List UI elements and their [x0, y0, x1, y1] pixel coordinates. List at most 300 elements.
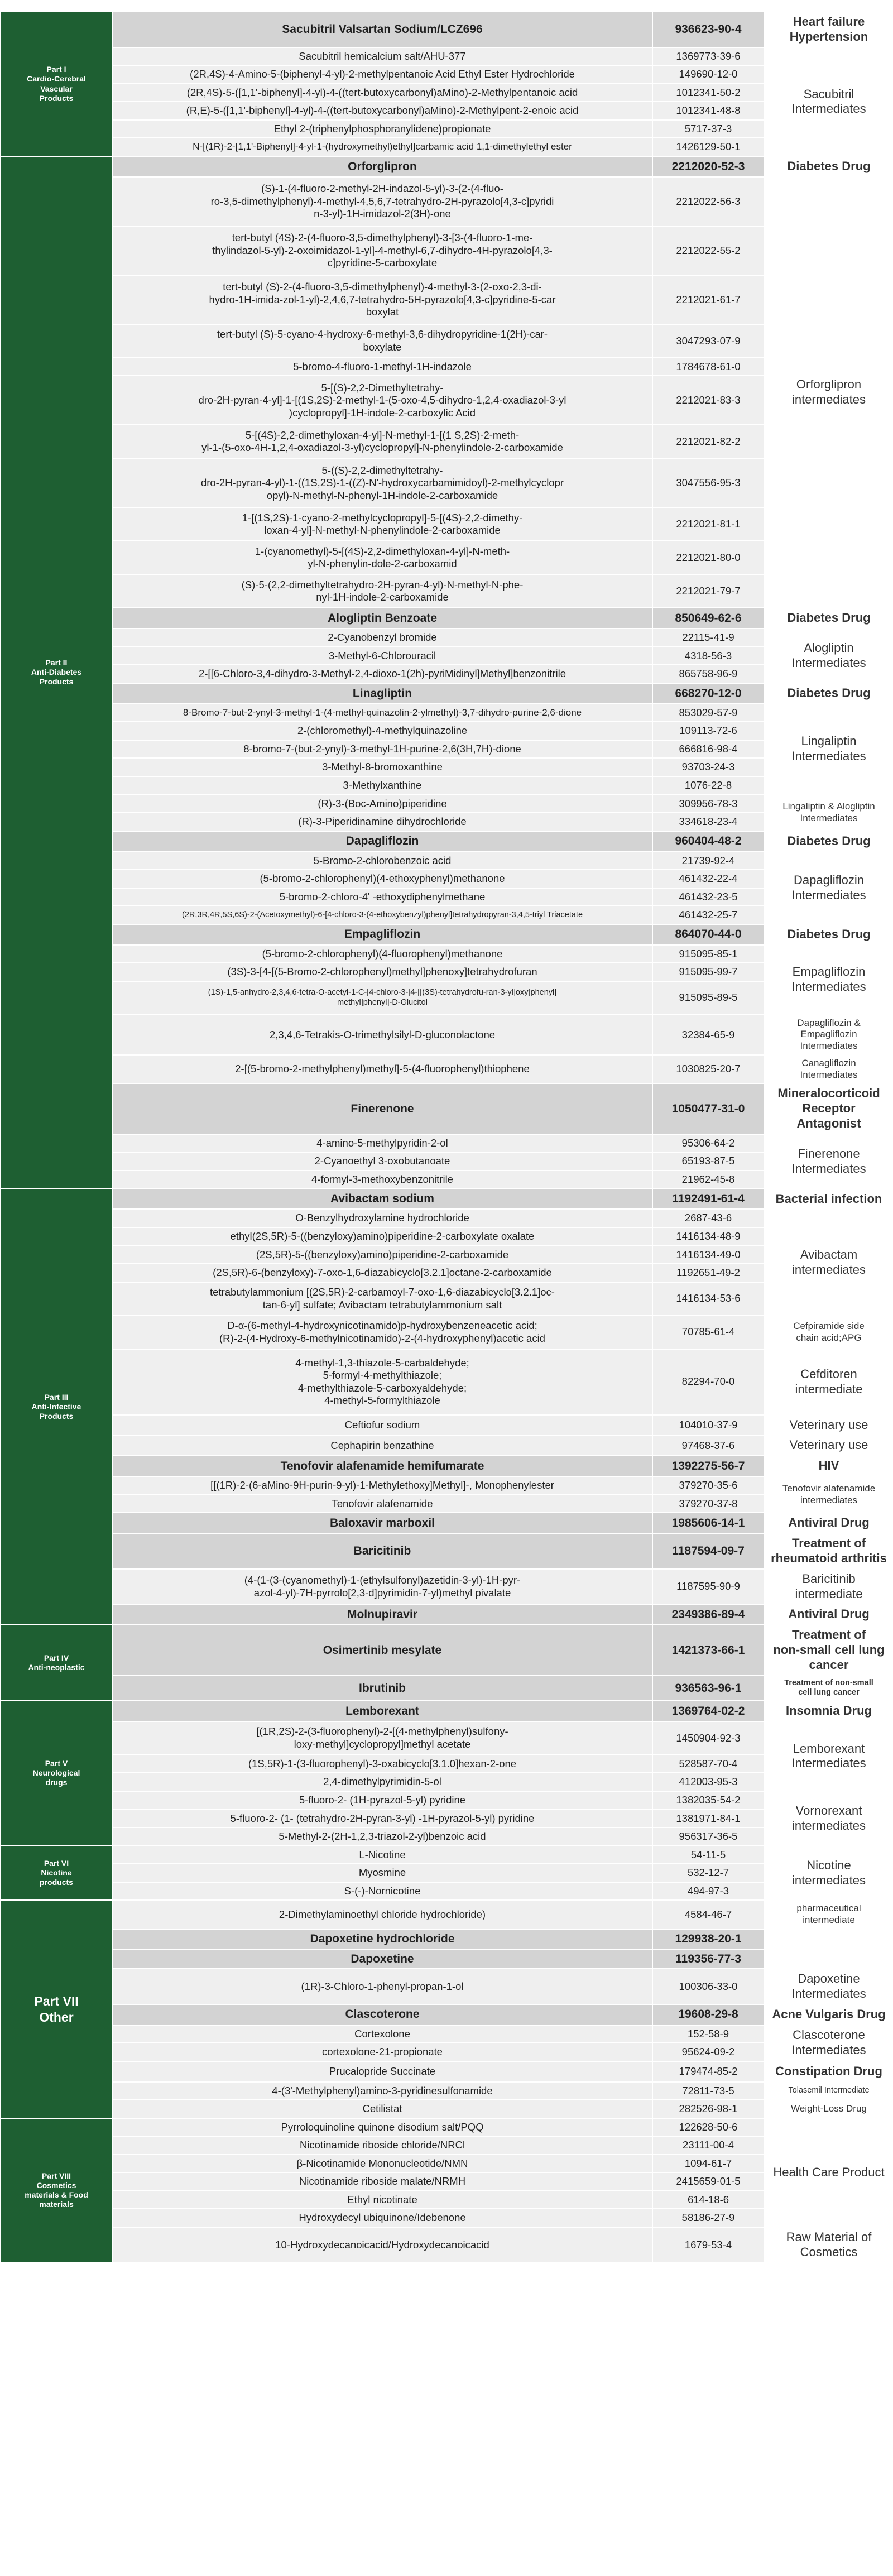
- cas-number: 309956-78-3: [652, 795, 764, 813]
- table-row: [1, 12, 893, 47]
- cas-number: 1094-61-7: [652, 2155, 764, 2173]
- compound-name: (1S)-1,5-anhydro-2,3,4,6-tetra-O-acetyl-1-C-[4-chloro-3-[4-[[(3S)-tetrahydrofu-ran-3-yl]oxy]phenyl] methyl]phenyl]-D-Glucitol: [112, 981, 652, 1015]
- category-label: Tolasemil Intermediate: [764, 2082, 893, 2100]
- compound-name: N-[(1R)-2-[1,1'-Biphenyl]-4-yl-1-(hydroxymethyl)ethyl]carbamic acid 1,1-dimethylethyl ester: [112, 138, 652, 156]
- table-row: [1, 647, 893, 665]
- category-label: Vornorexant intermediates: [764, 1791, 893, 1846]
- cas-number: 129938-20-1: [652, 1929, 764, 1949]
- table-row: [1, 156, 893, 177]
- category-label: Treatment of non-small cell lung cancer: [764, 1625, 893, 1675]
- table-row: [1, 1171, 893, 1189]
- table-row: [1, 1864, 893, 1882]
- table-row: [1, 1264, 893, 1282]
- compound-name: Cortexolone: [112, 2025, 652, 2043]
- cas-number: 4318-56-3: [652, 647, 764, 665]
- category-label: Diabetes Drug: [764, 683, 893, 704]
- cas-number: 109113-72-6: [652, 722, 764, 740]
- category-label: HIV: [764, 1456, 893, 1476]
- table-row: [1, 1134, 893, 1153]
- cas-number: 1030825-20-7: [652, 1055, 764, 1083]
- compound-name: Hydroxydecyl ubiquinone/Idebenone: [112, 2209, 652, 2227]
- category-label: Treatment of rheumatoid arthritis: [764, 1533, 893, 1569]
- compound-name: 2-Cyanobenzyl bromide: [112, 629, 652, 647]
- table-row: [1, 665, 893, 683]
- compound-name: 3-Methyl-8-bromoxanthine: [112, 758, 652, 776]
- table-row: [1, 1456, 893, 1476]
- section-label: [1, 12, 112, 156]
- product-name: Finerenone: [112, 1083, 652, 1134]
- product-name: Dapoxetine hydrochloride: [112, 1929, 652, 1949]
- section-label: [1, 1701, 112, 1846]
- cas-number: 1012341-48-8: [652, 102, 764, 120]
- compound-name: (S)-1-(4-fluoro-2-methyl-2H-indazol-5-yl)-3-(2-(4-fluo- ro-3,5-dimethylphenyl)-4-methyl-4,5,6,7-tetrahydro-2H-pyrazolo[4,3-c]pyridi n-3-yl)-1H-imidazol-2(3H)-one: [112, 177, 652, 226]
- category-label: Antiviral Drug: [764, 1513, 893, 1533]
- table-row: [1, 1676, 893, 1701]
- cas-number: 23111-00-4: [652, 2136, 764, 2155]
- table-row: [1, 1701, 893, 1721]
- compound-name: tetrabutylammonium [(2S,5R)-2-carbamoyl-7-oxo-1,6-diazabicyclo[3.2.1]oc- tan-6-yl] sulfate; Avibactam tetrabutylammonium salt: [112, 1282, 652, 1316]
- compound-name: (5-bromo-2-chlorophenyl)(4-fluorophenyl)methanone: [112, 945, 652, 963]
- section-label-text: Part VIII Cosmetics materials & Food materials: [25, 2171, 88, 2209]
- table-row: [1, 704, 893, 722]
- category-label: Diabetes Drug: [764, 924, 893, 945]
- category-label: Orforglipron intermediates: [764, 177, 893, 608]
- compound-name: Ethyl nicotinate: [112, 2191, 652, 2209]
- compound-name: (2S,5R)-6-(benzyloxy)-7-oxo-1,6-diazabicyclo[3.2.1]octane-2-carboxamide: [112, 1264, 652, 1282]
- product-name: Baricitinib: [112, 1533, 652, 1569]
- cas-number: 152-58-9: [652, 2025, 764, 2043]
- cas-number: 54-11-5: [652, 1846, 764, 1864]
- table-row: [1, 1533, 893, 1569]
- category-label: Dapagliflozin Intermediates: [764, 852, 893, 924]
- section-label: [1, 1846, 112, 1901]
- cas-number: 2212021-61-7: [652, 275, 764, 324]
- category-label: Diabetes Drug: [764, 831, 893, 852]
- table-row: [1, 1569, 893, 1605]
- compound-name: 5-bromo-4-fluoro-1-methyl-1H-indazole: [112, 358, 652, 376]
- category-label: Lingaliptin Intermediates: [764, 704, 893, 795]
- table-row: [1, 758, 893, 776]
- cas-number: 65193-87-5: [652, 1152, 764, 1171]
- category-label: Diabetes Drug: [764, 608, 893, 629]
- compound-name: Tenofovir alafenamide: [112, 1495, 652, 1513]
- table-row: [1, 1083, 893, 1134]
- table-row: [1, 1227, 893, 1246]
- compound-name: 4-methyl-1,3-thiazole-5-carbaldehyde; 5-formyl-4-methylthiazole; 4-methylthiazole-5-carboxyaldehyde; 4-methyl-5-formylthiazole: [112, 1349, 652, 1415]
- cas-number: 1050477-31-0: [652, 1083, 764, 1134]
- cas-number: 936563-96-1: [652, 1676, 764, 1701]
- category-label: Constipation Drug: [764, 2061, 893, 2082]
- cas-number: 494-97-3: [652, 1882, 764, 1901]
- compound-name: [[(1R)-2-(6-aMino-9H-purin-9-yl)-1-Methylethoxy]Methyl]-, Monophenylester: [112, 1476, 652, 1495]
- cas-number: 58186-27-9: [652, 2209, 764, 2227]
- table-row: [1, 888, 893, 906]
- section-label: [1, 1189, 112, 1625]
- cas-number: 4584-46-7: [652, 1900, 764, 1929]
- category-label: Cefditoren intermediate: [764, 1349, 893, 1415]
- cas-number: 1369773-39-6: [652, 47, 764, 66]
- compound-name: Pyrroloquinoline quinone disodium salt/PQQ: [112, 2118, 652, 2137]
- cas-number: 22115-41-9: [652, 629, 764, 647]
- table-row: [1, 1846, 893, 1864]
- cas-number: 850649-62-6: [652, 608, 764, 629]
- compound-name: Cephapirin benzathine: [112, 1435, 652, 1456]
- table-row: [1, 1929, 893, 1949]
- compound-name: Sacubitril hemicalcium salt/AHU-377: [112, 47, 652, 66]
- cas-number: 956317-36-5: [652, 1827, 764, 1846]
- compound-name: 4-amino-5-methylpyridin-2-ol: [112, 1134, 652, 1153]
- compound-name: (3S)-3-[4-[(5-Bromo-2-chlorophenyl)methyl]phenoxy]tetrahydrofuran: [112, 963, 652, 981]
- cas-number: 1416134-48-9: [652, 1227, 764, 1246]
- category-label: Health Care Product: [764, 2118, 893, 2227]
- section-label: [1, 1900, 112, 2118]
- section-label: [1, 2118, 112, 2263]
- table-row: [1, 2136, 893, 2155]
- cas-number: 82294-70-0: [652, 1349, 764, 1415]
- table-row: [1, 906, 893, 924]
- cas-number: 528587-70-4: [652, 1755, 764, 1773]
- category-label: Avibactam intermediates: [764, 1209, 893, 1315]
- cas-number: 100306-33-0: [652, 1969, 764, 2004]
- product-name: Orforglipron: [112, 156, 652, 177]
- compound-name: 8-Bromo-7-but-2-ynyl-3-methyl-1-(4-methyl-quinazolin-2-ylmethyl)-3,7-dihydro-purine-2,6-dione: [112, 704, 652, 722]
- compound-name: Ceftiofur sodium: [112, 1415, 652, 1436]
- table-row: [1, 1969, 893, 2004]
- category-label: Treatment of non-small cell lung cancer: [764, 1676, 893, 1701]
- table-row: [1, 776, 893, 795]
- compound-name: (S)-5-(2,2-dimethyltetrahydro-2H-pyran-4-yl)-N-methyl-N-phe- nyl-1H-indole-2-carboxamide: [112, 574, 652, 608]
- compound-name: 8-bromo-7-(but-2-ynyl)-3-methyl-1H-purine-2,6(3H,7H)-dione: [112, 740, 652, 759]
- table-row: [1, 120, 893, 138]
- cas-number: 1426129-50-1: [652, 138, 764, 156]
- table-row: [1, 608, 893, 629]
- compound-name: 5-fluoro-2- (1- (tetrahydro-2H-pyran-3-yl) -1H-pyrazol-5-yl) pyridine: [112, 1810, 652, 1828]
- product-name: Osimertinib mesylate: [112, 1625, 652, 1675]
- table-row: [1, 376, 893, 425]
- compound-name: (2S,5R)-5-((benzyloxy)amino)piperidine-2-carboxamide: [112, 1246, 652, 1264]
- cas-number: 668270-12-0: [652, 683, 764, 704]
- section-label-text: Part IV Anti-neoplastic: [28, 1653, 85, 1672]
- cas-number: 2212021-81-1: [652, 507, 764, 541]
- cas-number: 5717-37-3: [652, 120, 764, 138]
- cas-number: 19608-29-8: [652, 2004, 764, 2025]
- compound-name: 2-[[6-Chloro-3,4-dihydro-3-Methyl-2,4-dioxo-1(2h)-pyriMidinyl]Methyl]benzonitrile: [112, 665, 652, 683]
- cas-number: 1985606-14-1: [652, 1513, 764, 1533]
- table-row: [1, 2043, 893, 2061]
- table-row: [1, 507, 893, 541]
- cas-number: 461432-25-7: [652, 906, 764, 924]
- table-row: [1, 683, 893, 704]
- table-row: [1, 924, 893, 945]
- category-label: Dapoxetine Intermediates: [764, 1969, 893, 2004]
- section-label-text: Part I Cardio-Cerebral Vascular Products: [27, 65, 86, 103]
- table-row: [1, 2172, 893, 2191]
- cas-number: 3047293-07-9: [652, 324, 764, 358]
- table-row: [1, 629, 893, 647]
- cas-number: 1382035-54-2: [652, 1791, 764, 1810]
- category-label: Baricitinib intermediate: [764, 1569, 893, 1605]
- section-label: [1, 1625, 112, 1701]
- product-name: Linagliptin: [112, 683, 652, 704]
- table-row: [1, 226, 893, 275]
- cas-number: 1421373-66-1: [652, 1625, 764, 1675]
- compound-name: 4-formyl-3-methoxybenzonitrile: [112, 1171, 652, 1189]
- compound-name: 2-(chloromethyl)-4-methylquinazoline: [112, 722, 652, 740]
- category-label: Clascoterone Intermediates: [764, 2025, 893, 2061]
- product-table-body: [1, 12, 893, 2263]
- category-label: Acne Vulgaris Drug: [764, 2004, 893, 2025]
- cas-number: 461432-23-5: [652, 888, 764, 906]
- cas-number: 282526-98-1: [652, 2100, 764, 2118]
- cas-number: 614-18-6: [652, 2191, 764, 2209]
- compound-name: cortexolone-21-propionate: [112, 2043, 652, 2061]
- compound-name: 5-bromo-2-chloro-4' -ethoxydiphenylmethane: [112, 888, 652, 906]
- table-row: [1, 1755, 893, 1773]
- table-row: [1, 1900, 893, 1929]
- table-row: [1, 1415, 893, 1436]
- compound-name: Cetilistat: [112, 2100, 652, 2118]
- compound-name: 5-Methyl-2-(2H-1,2,3-triazol-2-yl)benzoic acid: [112, 1827, 652, 1846]
- table-row: [1, 358, 893, 376]
- table-row: [1, 1246, 893, 1264]
- table-row: [1, 740, 893, 759]
- section-label-text: Part VII Other: [34, 1993, 79, 2025]
- product-name: Tenofovir alafenamide hemifumarate: [112, 1456, 652, 1476]
- cas-number: 1192651-49-2: [652, 1264, 764, 1282]
- category-label: Alogliptin Intermediates: [764, 629, 893, 683]
- cas-number: 3047556-95-3: [652, 458, 764, 507]
- cas-number: 915095-99-7: [652, 963, 764, 981]
- cas-number: 1012341-50-2: [652, 84, 764, 102]
- cas-number: 666816-98-4: [652, 740, 764, 759]
- table-row: [1, 813, 893, 831]
- table-row: [1, 2100, 893, 2118]
- table-row: [1, 425, 893, 458]
- compound-name: 2,4-dimethylpyrimidin-5-ol: [112, 1773, 652, 1791]
- compound-name: Prucalopride Succinate: [112, 2061, 652, 2082]
- compound-name: (R,E)-5-([1,1'-biphenyl]-4-yl)-4-((tert-butoxycarbonyl)aMino)-2-Methylpent-2-enoic acid: [112, 102, 652, 120]
- product-name: Alogliptin Benzoate: [112, 608, 652, 629]
- table-row: [1, 275, 893, 324]
- cas-number: 21739-92-4: [652, 852, 764, 870]
- category-label: Bacterial infection: [764, 1189, 893, 1210]
- table-row: [1, 2082, 893, 2100]
- table-row: [1, 1055, 893, 1083]
- compound-name: 1-(cyanomethyl)-5-[(4S)-2,2-dimethyloxan-4-yl]-N-meth- yl-N-phenylin-dole-2-carboxamid: [112, 541, 652, 574]
- compound-name: tert-butyl (4S)-2-(4-fluoro-3,5-dimethylphenyl)-3-[3-(4-fluoro-1-me- thylindazol-5-yl)-2-oxoimidazol-1-yl]-4-methyl-6,7-dihydro-4H-pyrazolo[4,3- c]pyridine-5-carboxylate: [112, 226, 652, 275]
- product-name: Lemborexant: [112, 1701, 652, 1721]
- category-label: Weight-Loss Drug: [764, 2100, 893, 2118]
- compound-name: 1-[(1S,2S)-1-cyano-2-methylcyclopropyl]-5-[(4S)-2,2-dimethy- loxan-4-yl]-N-methyl-N-phenylindole-2-carboxamide: [112, 507, 652, 541]
- compound-name: 2-Cyanoethyl 3-oxobutanoate: [112, 1152, 652, 1171]
- category-label: Mineralocorticoid Receptor Antagonist: [764, 1083, 893, 1134]
- cas-number: 864070-44-0: [652, 924, 764, 945]
- cas-number: 1192491-61-4: [652, 1189, 764, 1210]
- compound-name: Myosmine: [112, 1864, 652, 1882]
- cas-number: 334618-23-4: [652, 813, 764, 831]
- compound-name: 5-Bromo-2-chlorobenzoic acid: [112, 852, 652, 870]
- table-row: [1, 1949, 893, 1969]
- category-label: Diabetes Drug: [764, 156, 893, 177]
- category-label: Empagliflozin Intermediates: [764, 945, 893, 1015]
- cas-number: 379270-37-8: [652, 1495, 764, 1513]
- compound-name: (4-(1-(3-(cyanomethyl)-1-(ethylsulfonyl)azetidin-3-yl)-1H-pyr- azol-4-yl)-7H-pyrrolo[2,3-d]pyrimidin-7-yl)methyl pivalate: [112, 1569, 652, 1605]
- cas-number: 1381971-84-1: [652, 1810, 764, 1828]
- cas-number: 2212022-55-2: [652, 226, 764, 275]
- table-row: [1, 1152, 893, 1171]
- table-row: [1, 2227, 893, 2263]
- product-name: Clascoterone: [112, 2004, 652, 2025]
- table-row: [1, 47, 893, 66]
- compound-name: ethyl(2S,5R)-5-((benzyloxy)amino)piperidine-2-carboxylate oxalate: [112, 1227, 652, 1246]
- cas-number: 2212020-52-3: [652, 156, 764, 177]
- table-row: [1, 1209, 893, 1227]
- table-row: [1, 963, 893, 981]
- compound-name: (R)-3-Piperidinamine dihydrochloride: [112, 813, 652, 831]
- compound-name: 3-Methyl-6-Chlorouracil: [112, 647, 652, 665]
- category-label: Dapagliflozin & Empagliflozin Intermediates: [764, 1015, 893, 1055]
- table-row: [1, 1721, 893, 1755]
- product-name: Sacubitril Valsartan Sodium/LCZ696: [112, 12, 652, 47]
- compound-name: tert-butyl (S)-5-cyano-4-hydroxy-6-methyl-3,6-dihydropyridine-1(2H)-car- boxylate: [112, 324, 652, 358]
- compound-name: 2-Dimethylaminoethyl chloride hydrochloride): [112, 1900, 652, 1929]
- cas-number: 1187595-90-9: [652, 1569, 764, 1605]
- cas-number: 936623-90-4: [652, 12, 764, 47]
- table-row: [1, 102, 893, 120]
- cas-number: 915095-85-1: [652, 945, 764, 963]
- cas-number: 379270-35-6: [652, 1476, 764, 1495]
- cas-number: 1369764-02-2: [652, 1701, 764, 1721]
- table-row: [1, 1882, 893, 1901]
- table-row: [1, 1189, 893, 1210]
- table-row: [1, 65, 893, 84]
- table-row: [1, 1827, 893, 1846]
- compound-name: O-Benzylhydroxylamine hydrochloride: [112, 1209, 652, 1227]
- table-row: [1, 2025, 893, 2043]
- cas-number: 97468-37-6: [652, 1435, 764, 1456]
- cas-number: 412003-95-3: [652, 1773, 764, 1791]
- cas-number: 2212021-82-2: [652, 425, 764, 458]
- compound-name: [(1R,2S)-2-(3-fluorophenyl)-2-[(4-methylphenyl)sulfony- loxy-methyl]cyclopropyl]methyl acetate: [112, 1721, 652, 1755]
- cas-number: 1416134-49-0: [652, 1246, 764, 1264]
- table-row: [1, 1282, 893, 1316]
- cas-number: 2212022-56-3: [652, 177, 764, 226]
- cas-number: 532-12-7: [652, 1864, 764, 1882]
- category-label: [764, 1929, 893, 1969]
- table-row: [1, 1015, 893, 1055]
- product-name: Avibactam sodium: [112, 1189, 652, 1210]
- category-label: Tenofovir alafenamide intermediates: [764, 1476, 893, 1513]
- cas-number: 1679-53-4: [652, 2227, 764, 2263]
- table-row: [1, 945, 893, 963]
- cas-number: 179474-85-2: [652, 2061, 764, 2082]
- cas-number: 2349386-89-4: [652, 1604, 764, 1625]
- category-label: Nicotine intermediates: [764, 1846, 893, 1901]
- cas-number: 960404-48-2: [652, 831, 764, 852]
- table-row: [1, 1791, 893, 1810]
- table-row: [1, 1810, 893, 1828]
- cas-number: 95306-64-2: [652, 1134, 764, 1153]
- compound-name: D-α-(6-methyl-4-hydroxynicotinamido)p-hydroxybenzeneacetic acid; (R)-2-(4-Hydroxy-6-methylnicotinamido)-2-(4-hydroxyphenyl)acetic acid: [112, 1316, 652, 1349]
- category-label: Canagliflozin Intermediates: [764, 1055, 893, 1083]
- cas-number: 32384-65-9: [652, 1015, 764, 1055]
- section-label-text: Part II Anti-Diabetes Products: [31, 658, 82, 687]
- table-row: [1, 324, 893, 358]
- table-row: [1, 831, 893, 852]
- category-label: Antiviral Drug: [764, 1604, 893, 1625]
- table-row: [1, 2155, 893, 2173]
- compound-name: 3-Methylxanthine: [112, 776, 652, 795]
- compound-name: 5-((S)-2,2-dimethyltetrahy- dro-2H-pyran-4-yl)-1-((1S,2S)-1-((Z)-N'-hydroxycarbamimidoyl)-2-methylcyclopr opyl)-N-methyl-N-phenyl-1H-indole-2-carboxamide: [112, 458, 652, 507]
- category-label: Heart failure Hypertension: [764, 12, 893, 47]
- product-table: [0, 11, 893, 2263]
- cas-number: 1392275-56-7: [652, 1456, 764, 1476]
- table-row: [1, 1349, 893, 1415]
- table-row: [1, 1773, 893, 1791]
- table-row: [1, 1513, 893, 1533]
- compound-name: (5-bromo-2-chlorophenyl)(4-ethoxyphenyl)methanone: [112, 870, 652, 888]
- cas-number: 2212021-79-7: [652, 574, 764, 608]
- table-row: [1, 1604, 893, 1625]
- product-name: Molnupiravir: [112, 1604, 652, 1625]
- table-row: [1, 870, 893, 888]
- cas-number: 1076-22-8: [652, 776, 764, 795]
- compound-name: Nicotinamide riboside chloride/NRCl: [112, 2136, 652, 2155]
- cas-number: 461432-22-4: [652, 870, 764, 888]
- table-row: [1, 2118, 893, 2137]
- compound-name: Nicotinamide riboside malate/NRMH: [112, 2172, 652, 2191]
- section-label-text: Part VI Nicotine products: [40, 1858, 73, 1887]
- category-label: Cefpiramide side chain acid;APG: [764, 1316, 893, 1349]
- table-row: [1, 84, 893, 102]
- table-row: [1, 2191, 893, 2209]
- category-label: Veterinary use: [764, 1415, 893, 1436]
- table-row: [1, 177, 893, 226]
- cas-number: 1416134-53-6: [652, 1282, 764, 1316]
- section-label: [1, 156, 112, 1189]
- compound-name: (2R,3R,4R,5S,6S)-2-(Acetoxymethyl)-6-[4-chloro-3-(4-ethoxybenzyl)phenyl]tetrahydropyran-3,4,5-triyl Triacetate: [112, 906, 652, 924]
- category-label: Sacubitril Intermediates: [764, 47, 893, 156]
- cas-number: 2415659-01-5: [652, 2172, 764, 2191]
- compound-name: 2-[(5-bromo-2-methylphenyl)methyl]-5-(4-fluorophenyl)thiophene: [112, 1055, 652, 1083]
- compound-name: 2,3,4,6-Tetrakis-O-trimethylsilyl-D-gluconolactone: [112, 1015, 652, 1055]
- product-name: Baloxavir marboxil: [112, 1513, 652, 1533]
- category-label: Finerenone Intermediates: [764, 1134, 893, 1189]
- table-row: [1, 2209, 893, 2227]
- cas-number: 72811-73-5: [652, 2082, 764, 2100]
- cas-number: 1450904-92-3: [652, 1721, 764, 1755]
- cas-number: 865758-96-9: [652, 665, 764, 683]
- table-row: [1, 574, 893, 608]
- compound-name: 10-Hydroxydecanoicacid/Hydroxydecanoicacid: [112, 2227, 652, 2263]
- table-row: [1, 795, 893, 813]
- table-row: [1, 458, 893, 507]
- product-name: Dapagliflozin: [112, 831, 652, 852]
- compound-name: (R)-3-(Boc-Amino)piperidine: [112, 795, 652, 813]
- table-row: [1, 1625, 893, 1675]
- category-label: Veterinary use: [764, 1435, 893, 1456]
- cas-number: 1187594-09-7: [652, 1533, 764, 1569]
- category-label: Lemborexant Intermediates: [764, 1721, 893, 1791]
- product-name: Dapoxetine: [112, 1949, 652, 1969]
- category-label: Raw Material of Cosmetics: [764, 2227, 893, 2263]
- cas-number: 2687-43-6: [652, 1209, 764, 1227]
- cas-number: 2212021-80-0: [652, 541, 764, 574]
- compound-name: S-(-)-Nornicotine: [112, 1882, 652, 1901]
- cas-number: 915095-89-5: [652, 981, 764, 1015]
- table-row: [1, 852, 893, 870]
- compound-name: tert-butyl (S)-2-(4-fluoro-3,5-dimethylphenyl)-4-methyl-3-(2-oxo-2,3-di- hydro-1H-imida-zol-1-yl)-2,4,6,7-tetrahydro-5H-pyrazolo[4,3-c]pyridine-5-car boxylat: [112, 275, 652, 324]
